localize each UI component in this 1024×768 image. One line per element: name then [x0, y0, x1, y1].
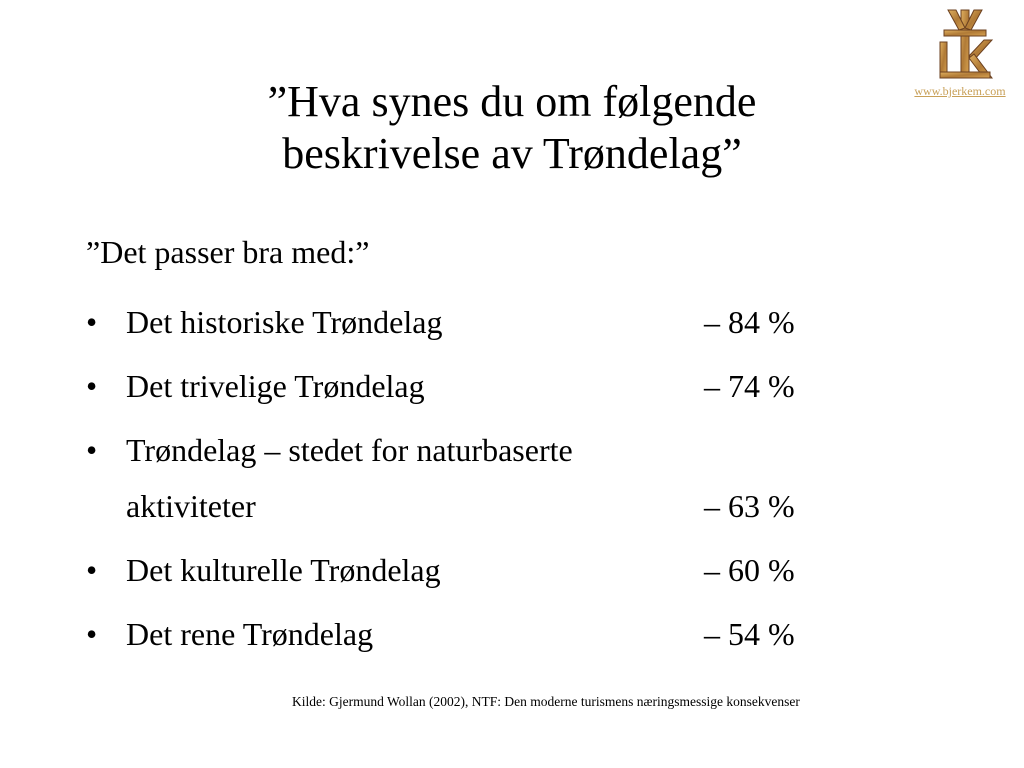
website-link[interactable]: www.bjerkem.com — [914, 84, 1006, 98]
slide-title — [60, 76, 964, 180]
item-label: Det historiske Trøndelag — [126, 304, 443, 340]
title-line-1: ”Hva synes du om følgende — [267, 77, 757, 126]
bullet: • — [86, 616, 98, 652]
item-label-continued: aktiviteter — [126, 488, 256, 524]
item-label: Trøndelag – stedet for naturbaserte — [126, 432, 573, 468]
title-line-2: beskrivelse av Trøndelag” — [282, 129, 742, 178]
item-percent: – 60 % — [704, 552, 795, 588]
item-label: Det trivelige Trøndelag — [126, 368, 425, 404]
item-label: Det kulturelle Trøndelag — [126, 552, 441, 588]
item-percent: – 54 % — [704, 616, 795, 652]
item-percent: – 63 % — [704, 488, 795, 524]
bullet: • — [86, 432, 98, 468]
bullet: • — [86, 368, 98, 404]
item-percent: – 74 % — [704, 368, 795, 404]
bullet: • — [86, 552, 98, 588]
source-citation: Kilde: Gjermund Wollan (2002), NTF: Den moderne turismens næringsmessige konsekvenser — [292, 694, 800, 709]
item-percent: – 84 % — [704, 304, 795, 340]
bullet: • — [86, 304, 98, 340]
item-label: Det rene Trøndelag — [126, 616, 374, 652]
bjerkem-logo-icon — [934, 8, 996, 80]
intro-text: ”Det passer bra med:” — [86, 234, 370, 270]
